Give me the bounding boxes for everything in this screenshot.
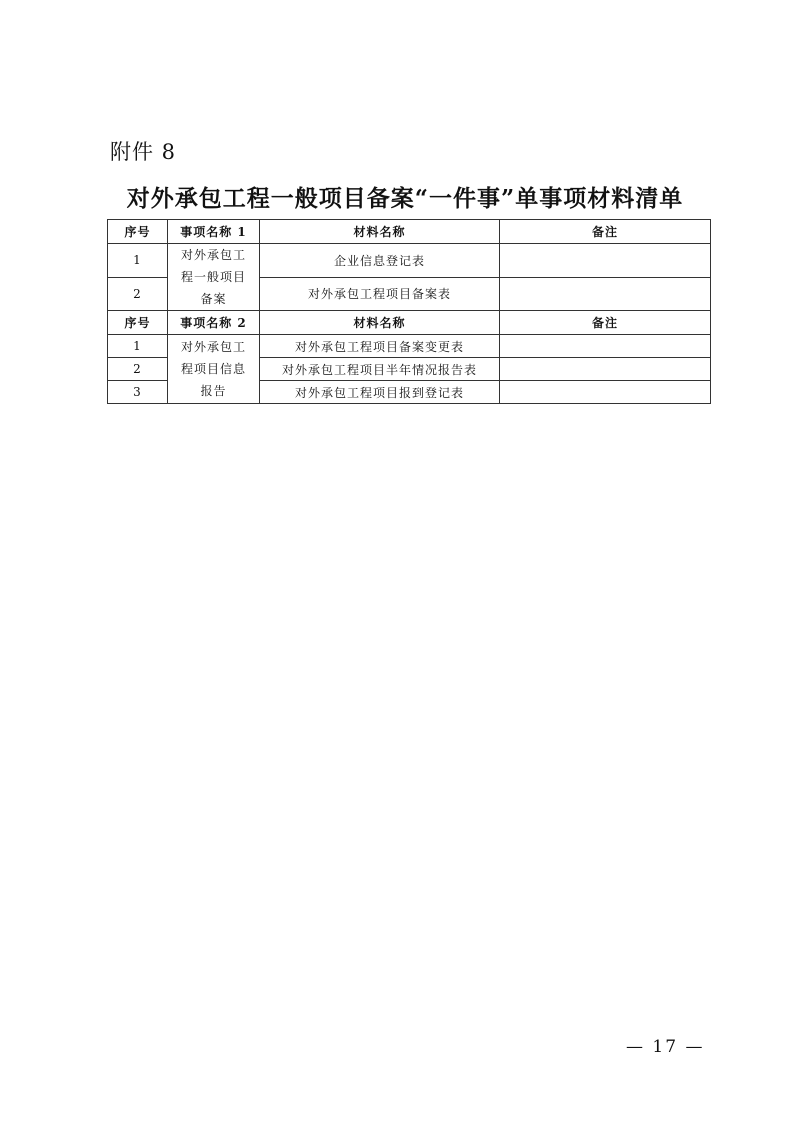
table-header-row	[108, 311, 711, 335]
document-title: 对外承包工程一般项目备案“一件事”单事项材料清单	[126, 185, 684, 212]
header-item-name: 事项名称 2	[168, 311, 260, 335]
row-seq: 1	[108, 244, 168, 278]
item-name-cell	[168, 335, 260, 404]
row-remark	[500, 277, 711, 311]
item-name-line: 程一般项目	[180, 270, 246, 284]
row-material: 企业信息登记表	[260, 244, 500, 278]
item-name-line: 对外承包工	[180, 340, 246, 354]
attachment-label: 附件 8	[110, 140, 177, 164]
header-remark: 备注	[500, 220, 711, 244]
page-number: — 17 —	[626, 1037, 705, 1057]
header-seq: 序号	[108, 311, 168, 335]
item-name-line: 对外承包工	[180, 248, 246, 262]
item-name-line: 程项目信息	[180, 362, 246, 376]
row-seq: 2	[108, 277, 168, 311]
row-remark	[500, 381, 711, 404]
table-header-row	[108, 220, 711, 244]
item-name-line: 报告	[200, 384, 227, 398]
row-material: 对外承包工程项目报到登记表	[260, 381, 500, 404]
table-row	[108, 335, 711, 358]
header-item-name: 事项名称 1	[168, 220, 260, 244]
header-material-name: 材料名称	[260, 220, 500, 244]
row-material: 对外承包工程项目备案表	[260, 277, 500, 311]
materials-table	[107, 219, 711, 404]
row-seq: 1	[108, 335, 168, 358]
header-material-name: 材料名称	[260, 311, 500, 335]
row-remark	[500, 244, 711, 278]
row-seq: 2	[108, 358, 168, 381]
table-row	[108, 244, 711, 278]
row-material: 对外承包工程项目备案变更表	[260, 335, 500, 358]
row-remark	[500, 335, 711, 358]
row-remark	[500, 358, 711, 381]
item-name-line: 备案	[200, 292, 227, 306]
header-seq: 序号	[108, 220, 168, 244]
row-material: 对外承包工程项目半年情况报告表	[260, 358, 500, 381]
item-name-cell	[168, 244, 260, 311]
header-remark: 备注	[500, 311, 711, 335]
row-seq: 3	[108, 381, 168, 404]
